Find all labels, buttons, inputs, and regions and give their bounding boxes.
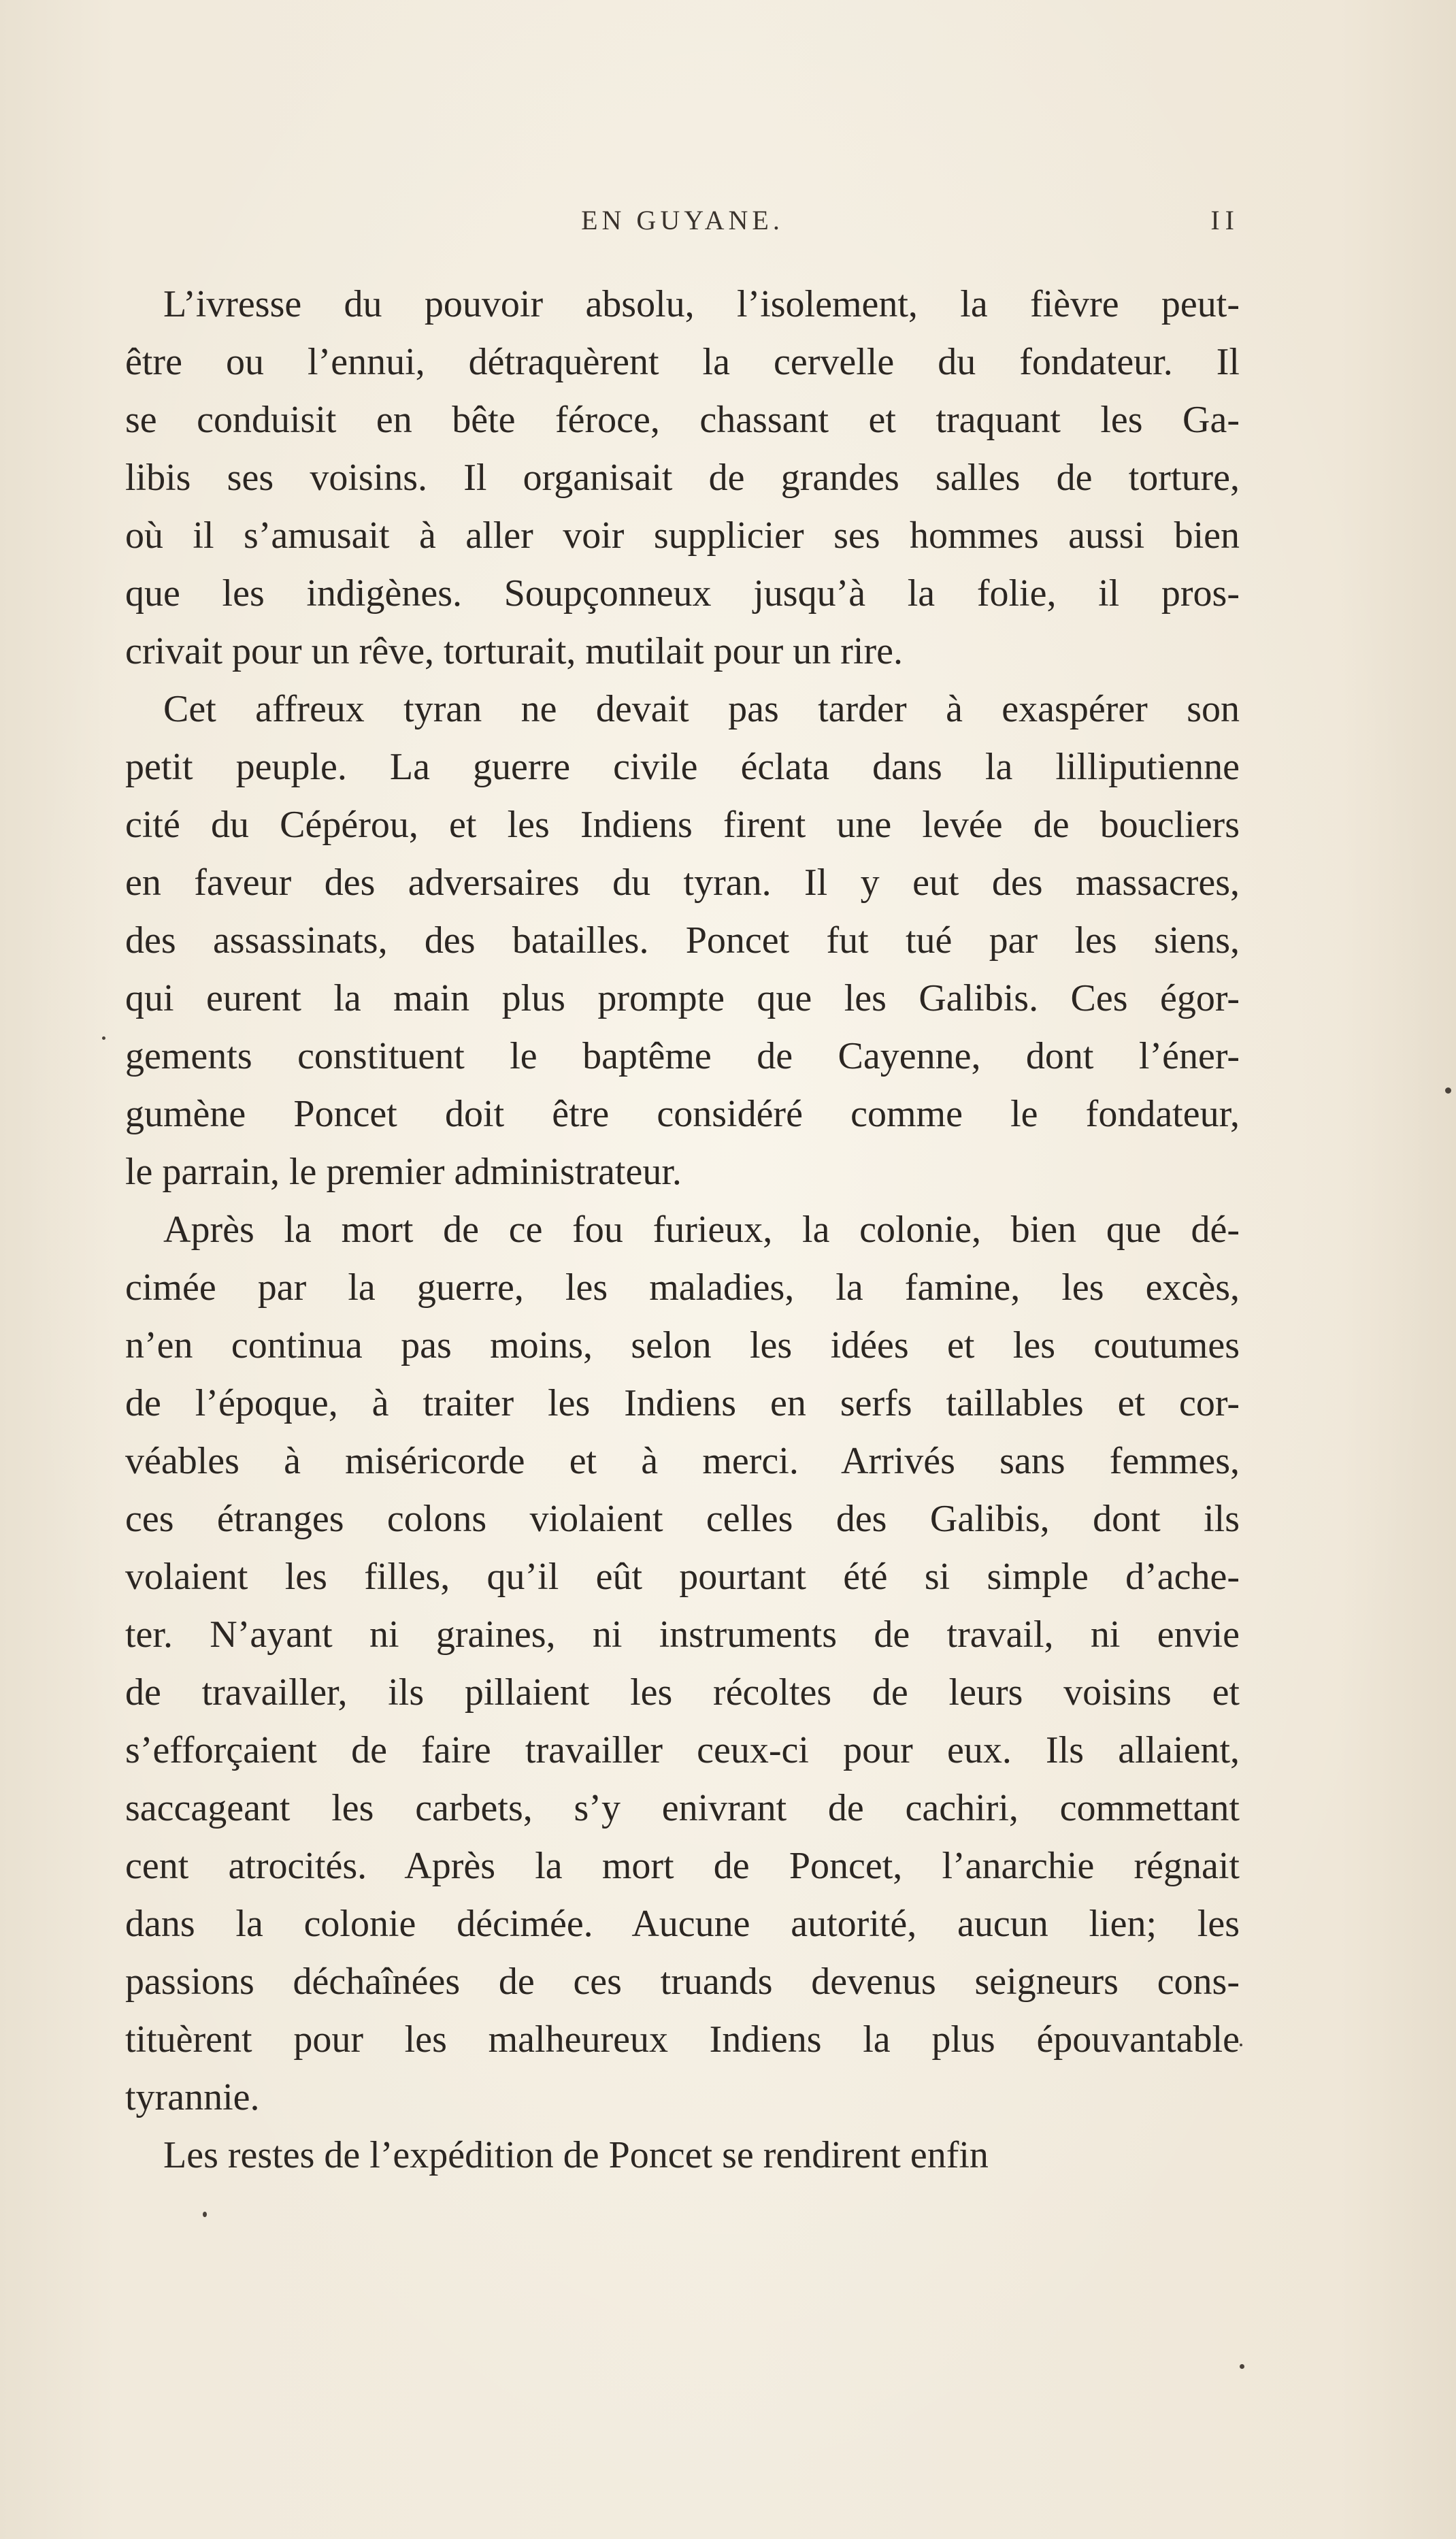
text-line: qui eurent la main plus prompte que les Galibis. Ces égor- [125, 977, 1240, 1019]
running-title: EN GUYANE. [581, 205, 784, 235]
paper-speck [102, 1036, 105, 1040]
paragraph [125, 2127, 1240, 2184]
text-line: que les indigènes. Soupçonneux jusqu’à la folie, il pros- [125, 572, 1240, 615]
text-line: gumène Poncet doit être considéré comme le fondateur, [125, 1093, 1240, 1135]
text-line: cimée par la guerre, les maladies, la famine, les excès, [125, 1266, 1240, 1309]
text-line: des assassinats, des batailles. Poncet fut tué par les siens, [125, 919, 1240, 962]
text-line: où il s’amusait à aller voir supplicier ses hommes aussi bien [125, 514, 1240, 557]
text-line: tituèrent pour les malheureux Indiens la plus épouvantable [125, 2018, 1240, 2061]
text-line: s’efforçaient de faire travailler ceux-ci pour eux. Ils allaient, [125, 1729, 1240, 1771]
text-line: saccageant les carbets, s’y enivrant de cachiri, commettant [125, 1787, 1240, 1829]
text-line: L’ivresse du pouvoir absolu, l’isolement, la fièvre peut- [163, 283, 1240, 325]
paper-speck [203, 2212, 207, 2217]
running-head [125, 204, 1240, 245]
text-line: Cet affreux tyran ne devait pas tarder à exaspérer son [163, 688, 1240, 730]
text-line: véables à miséricorde et à merci. Arrivés sans femmes, [125, 1440, 1240, 1482]
text-line: passions déchaînées de ces truands devenus seigneurs cons- [125, 1961, 1240, 2003]
paper-speck [1445, 1087, 1451, 1094]
text-line: cent atrocités. Après la mort de Poncet, l’anarchie régnait [125, 1845, 1240, 1887]
text-line: petit peuple. La guerre civile éclata dans la lilliputienne [125, 746, 1240, 788]
text-line: cité du Cépérou, et les Indiens firent une levée de boucliers [125, 804, 1240, 846]
text-line: ces étranges colons violaient celles des Galibis, dont ils [125, 1498, 1240, 1540]
text-line: libis ses voisins. Il organisait de grandes salles de torture, [125, 457, 1240, 499]
text-line: n’en continua pas moins, selon les idées et les coutumes [125, 1324, 1240, 1366]
text-line: tyrannie. [125, 2076, 260, 2118]
paper-speck [1240, 2044, 1242, 2046]
text-line: dans la colonie décimée. Aucune autorité, aucun lien; les [125, 1903, 1240, 1945]
text-line: de travailler, ils pillaient les récoltes de leurs voisins et [125, 1671, 1240, 1714]
text-line: le parrain, le premier administrateur. [125, 1151, 682, 1193]
paragraph [125, 1201, 1240, 2127]
page-number: II [1210, 205, 1240, 235]
text-line: ter. N’ayant ni graines, ni instruments de travail, ni envie [125, 1614, 1240, 1656]
text-line: être ou l’ennui, détraquèrent la cervelle du fondateur. Il [125, 341, 1240, 383]
body-text [125, 276, 1240, 2184]
text-line: de l’époque, à traiter les Indiens en serfs taillables et cor- [125, 1382, 1240, 1424]
text-line: se conduisit en bête féroce, chassant et traquant les Ga- [125, 399, 1240, 441]
text-line: en faveur des adversaires du tyran. Il y eut des massacres, [125, 862, 1240, 904]
paragraph [125, 681, 1240, 1201]
paper-speck [1240, 2364, 1244, 2369]
text-line: Après la mort de ce fou furieux, la colonie, bien que dé- [163, 1209, 1240, 1251]
text-line: gements constituent le baptême de Cayenne, dont l’éner- [125, 1035, 1240, 1077]
text-line: Les restes de l’expédition de Poncet se rendirent enfin [163, 2134, 989, 2176]
text-line: crivait pour un rêve, torturait, mutilait pour un rire. [125, 630, 903, 672]
text-line: volaient les filles, qu’il eût pourtant été si simple d’ache- [125, 1556, 1240, 1598]
paragraph [125, 276, 1240, 681]
